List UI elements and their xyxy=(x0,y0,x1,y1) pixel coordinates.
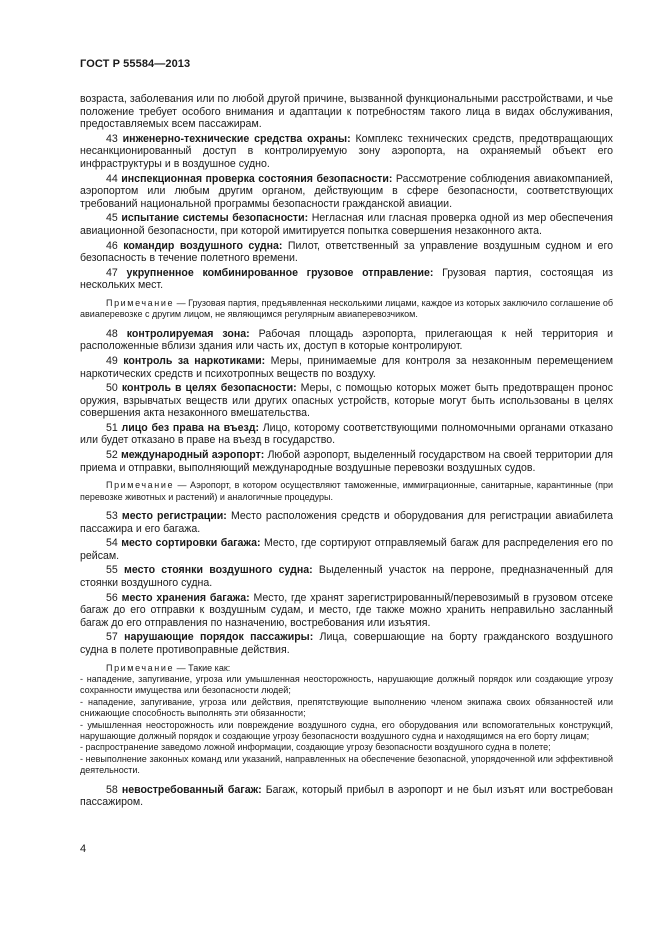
note-57: Примечание — Такие как: - нападение, запугивание, угроза или умышленная неосторожность, нарушающие должный порядок или создающие угрозу сохранности имущества или безопасности людей; - нападение, запугивание, угроза или действия, препятствующие выполнению членом экипажа своих обязанностей или снижающие способность выполнять эти обязанности; - умышленная неосторожность или повреждение воздушного судна, его оборудования или вспомогательных конструкций, нарушающие должный порядок и создающие угрозу безопасности воздушного судна и находящимся на его борту лицам; - распространение заведомо ложной информации, создающие угрозу безопасности воздушного судна в полете; - невыполнение законных команд или указаний, направленных на обеспечение безопасной, упорядоченной или эффективной деятельности. xyxy=(80,662,613,776)
term-title: международный аэропорт: xyxy=(120,449,265,462)
term-58: 58 невостребованный багаж: Багаж, который прибыл в аэропорт и не был изъят или востребован пассажиром. xyxy=(80,783,614,809)
term-title: контроль за наркотиками: xyxy=(123,354,266,367)
note-item: - невыполнение законных команд или указаний, направленных на обеспечение безопасной, упорядоченной или эффективной деятельности. xyxy=(80,753,613,776)
term-54: 54 место сортировки багажа: Место, где сортируют отправляемый багаж для распределения его по рейсам. xyxy=(80,537,613,562)
note-label: Примечание xyxy=(106,297,175,308)
note-item: - умышленная неосторожность или повреждение воздушного судна, его оборудования или вспомогательных конструкций, нарушающие должный порядок и создающие угрозу безопасности воздушного судна и находящимся на его борту лицам; xyxy=(80,719,613,742)
note-52: Примечание — Аэропорт, в котором осуществляют таможенные, иммиграционные, санитарные, карантинные (при перевозке животных и растений) и аналогичные процедуры. xyxy=(80,480,613,502)
term-title: укрупненное комбинированное грузовое отправление: xyxy=(126,266,434,279)
document-header: ГОСТ Р 55584—2013 xyxy=(80,58,191,70)
term-title: место сортировки багажа: xyxy=(121,537,261,550)
term-title: место регистрации: xyxy=(121,510,227,523)
term-55: 55 место стоянки воздушного судна: Выделенный участок на перроне, предназначенный для стоянки воздушного судна. xyxy=(80,564,614,590)
term-47: 47 укрупненное комбинированное грузовое отправление: Грузовая партия, состоящая из нескольких мест. xyxy=(80,266,613,292)
term-48: 48 контролируемая зона: Рабочая площадь аэропорта, прилегающая к ней территория и расположенные вблизи здания или часть их, доступ в которые контролируют. xyxy=(80,327,613,353)
term-50: 50 контроль в целях безопасности: Меры, с помощью которых может быть предотвращен пронос оружия, взрывчатых веществ или других опасных устройств, которые могут быть использованы в целях совершения акта незаконного вмешательства. xyxy=(80,382,613,420)
document-body xyxy=(80,93,613,811)
term-46: 46 командир воздушного судна: Пилот, ответственный за управление воздушным судном и его безопасность в течение полетного времени. xyxy=(80,239,614,265)
page-number: 4 xyxy=(80,843,87,855)
term-title: лицо без права на въезд: xyxy=(121,421,259,434)
term-52: 52 международный аэропорт: Любой аэропорт, выделенный государством на своей территории для приема и отправки, выполняющий международные воздушные перевозки воздушных судов. xyxy=(80,449,613,474)
term-43: 43 инженерно-технические средства охраны: Комплекс технических средств, предотвращающих несанкционированный доступ в контролируемую зону аэропорта, на охраняемый объект его инфраструктуры и в воздушное судно. xyxy=(80,132,613,170)
term-title: место хранения багажа: xyxy=(121,591,250,604)
term-title: инженерно-технические средства охраны: xyxy=(122,132,351,145)
term-title: контролируемая зона: xyxy=(126,327,250,340)
term-44: 44 инспекционная проверка состояния безопасности: Рассмотрение соблюдения авиакомпанией, аэропортом или любым другим органом, действующим в сфере безопасности, соответствующих требований национальной программы безопасности гражданской авиации. xyxy=(80,172,613,210)
term-title: место стоянки воздушного судна: xyxy=(124,564,313,577)
term-49: 49 контроль за наркотиками: Меры, принимаемые для контроля за незаконным перемещением наркотических средств и психотропных веществ по воздуху. xyxy=(80,354,613,380)
term-53: 53 место регистрации: Место расположения средств и оборудования для регистрации авиабилета пассажира и его багажа. xyxy=(80,510,613,535)
note-item: - распространение заведомо ложной информации, создающие угрозу безопасности воздушного судна в полете; xyxy=(80,742,551,753)
term-51: 51 лицо без права на въезд: Лицо, которому соответствующими полномочными органами отказано или будет отказано в праве на въезд в государство. xyxy=(80,421,613,447)
term-title: невостребованный багаж: xyxy=(121,783,262,796)
term-title: контроль в целях безопасности: xyxy=(121,382,297,395)
term-title: испытание системы безопасности: xyxy=(121,212,309,225)
term-title: инспекционная проверка состояния безопасности: xyxy=(121,172,393,185)
note-item: - нападение, запугивание, угроза или действия, препятствующие выполнению членом экипажа своих обязанностей или снижающие способность выполнять эти обязанности; xyxy=(80,696,613,719)
intro-paragraph: возраста, заболевания или по любой другой причине, вызванной функциональными расстройствами, и чье положение требует особого внимания и адаптации к потребностям такого лица в видах обслуживания, предоставляемых всем пассажирам. xyxy=(80,93,613,131)
term-45: 45 испытание системы безопасности: Негласная или гласная проверка одной из мер обеспечения авиационной безопасности, при которой имитируется попытка совершения незаконного акта. xyxy=(80,212,613,237)
note-item: - нападение, запугивание, угроза или умышленная неосторожность, нарушающие должный порядок или создающие угрозу сохранности имущества или безопасности людей; xyxy=(80,674,613,696)
term-title: нарушающие порядок пассажиры: xyxy=(124,631,314,644)
note-47: Примечание — Грузовая партия, предъявленная несколькими лицами, каждое из которых заключило соглашение об авиаперевозке с другим лицом, не являющимся регулярным авиаперевозчиком. xyxy=(80,297,613,320)
term-57: 57 нарушающие порядок пассажиры: Лица, совершающие на борту гражданского воздушного судна в полете противоправные действия. xyxy=(80,631,613,656)
term-title: командир воздушного судна: xyxy=(123,239,283,252)
note-label: Примечание xyxy=(106,480,175,491)
term-56: 56 место хранения багажа: Место, где хранят зарегистрированный/перевозимый в грузовом отсеке багаж до его отправки к воздушным судам, и место, где также можно хранить неправильно засланный багаж до его отправления по назначению, востребования или изъятия. xyxy=(80,591,613,629)
note-label: Примечание xyxy=(106,662,175,673)
